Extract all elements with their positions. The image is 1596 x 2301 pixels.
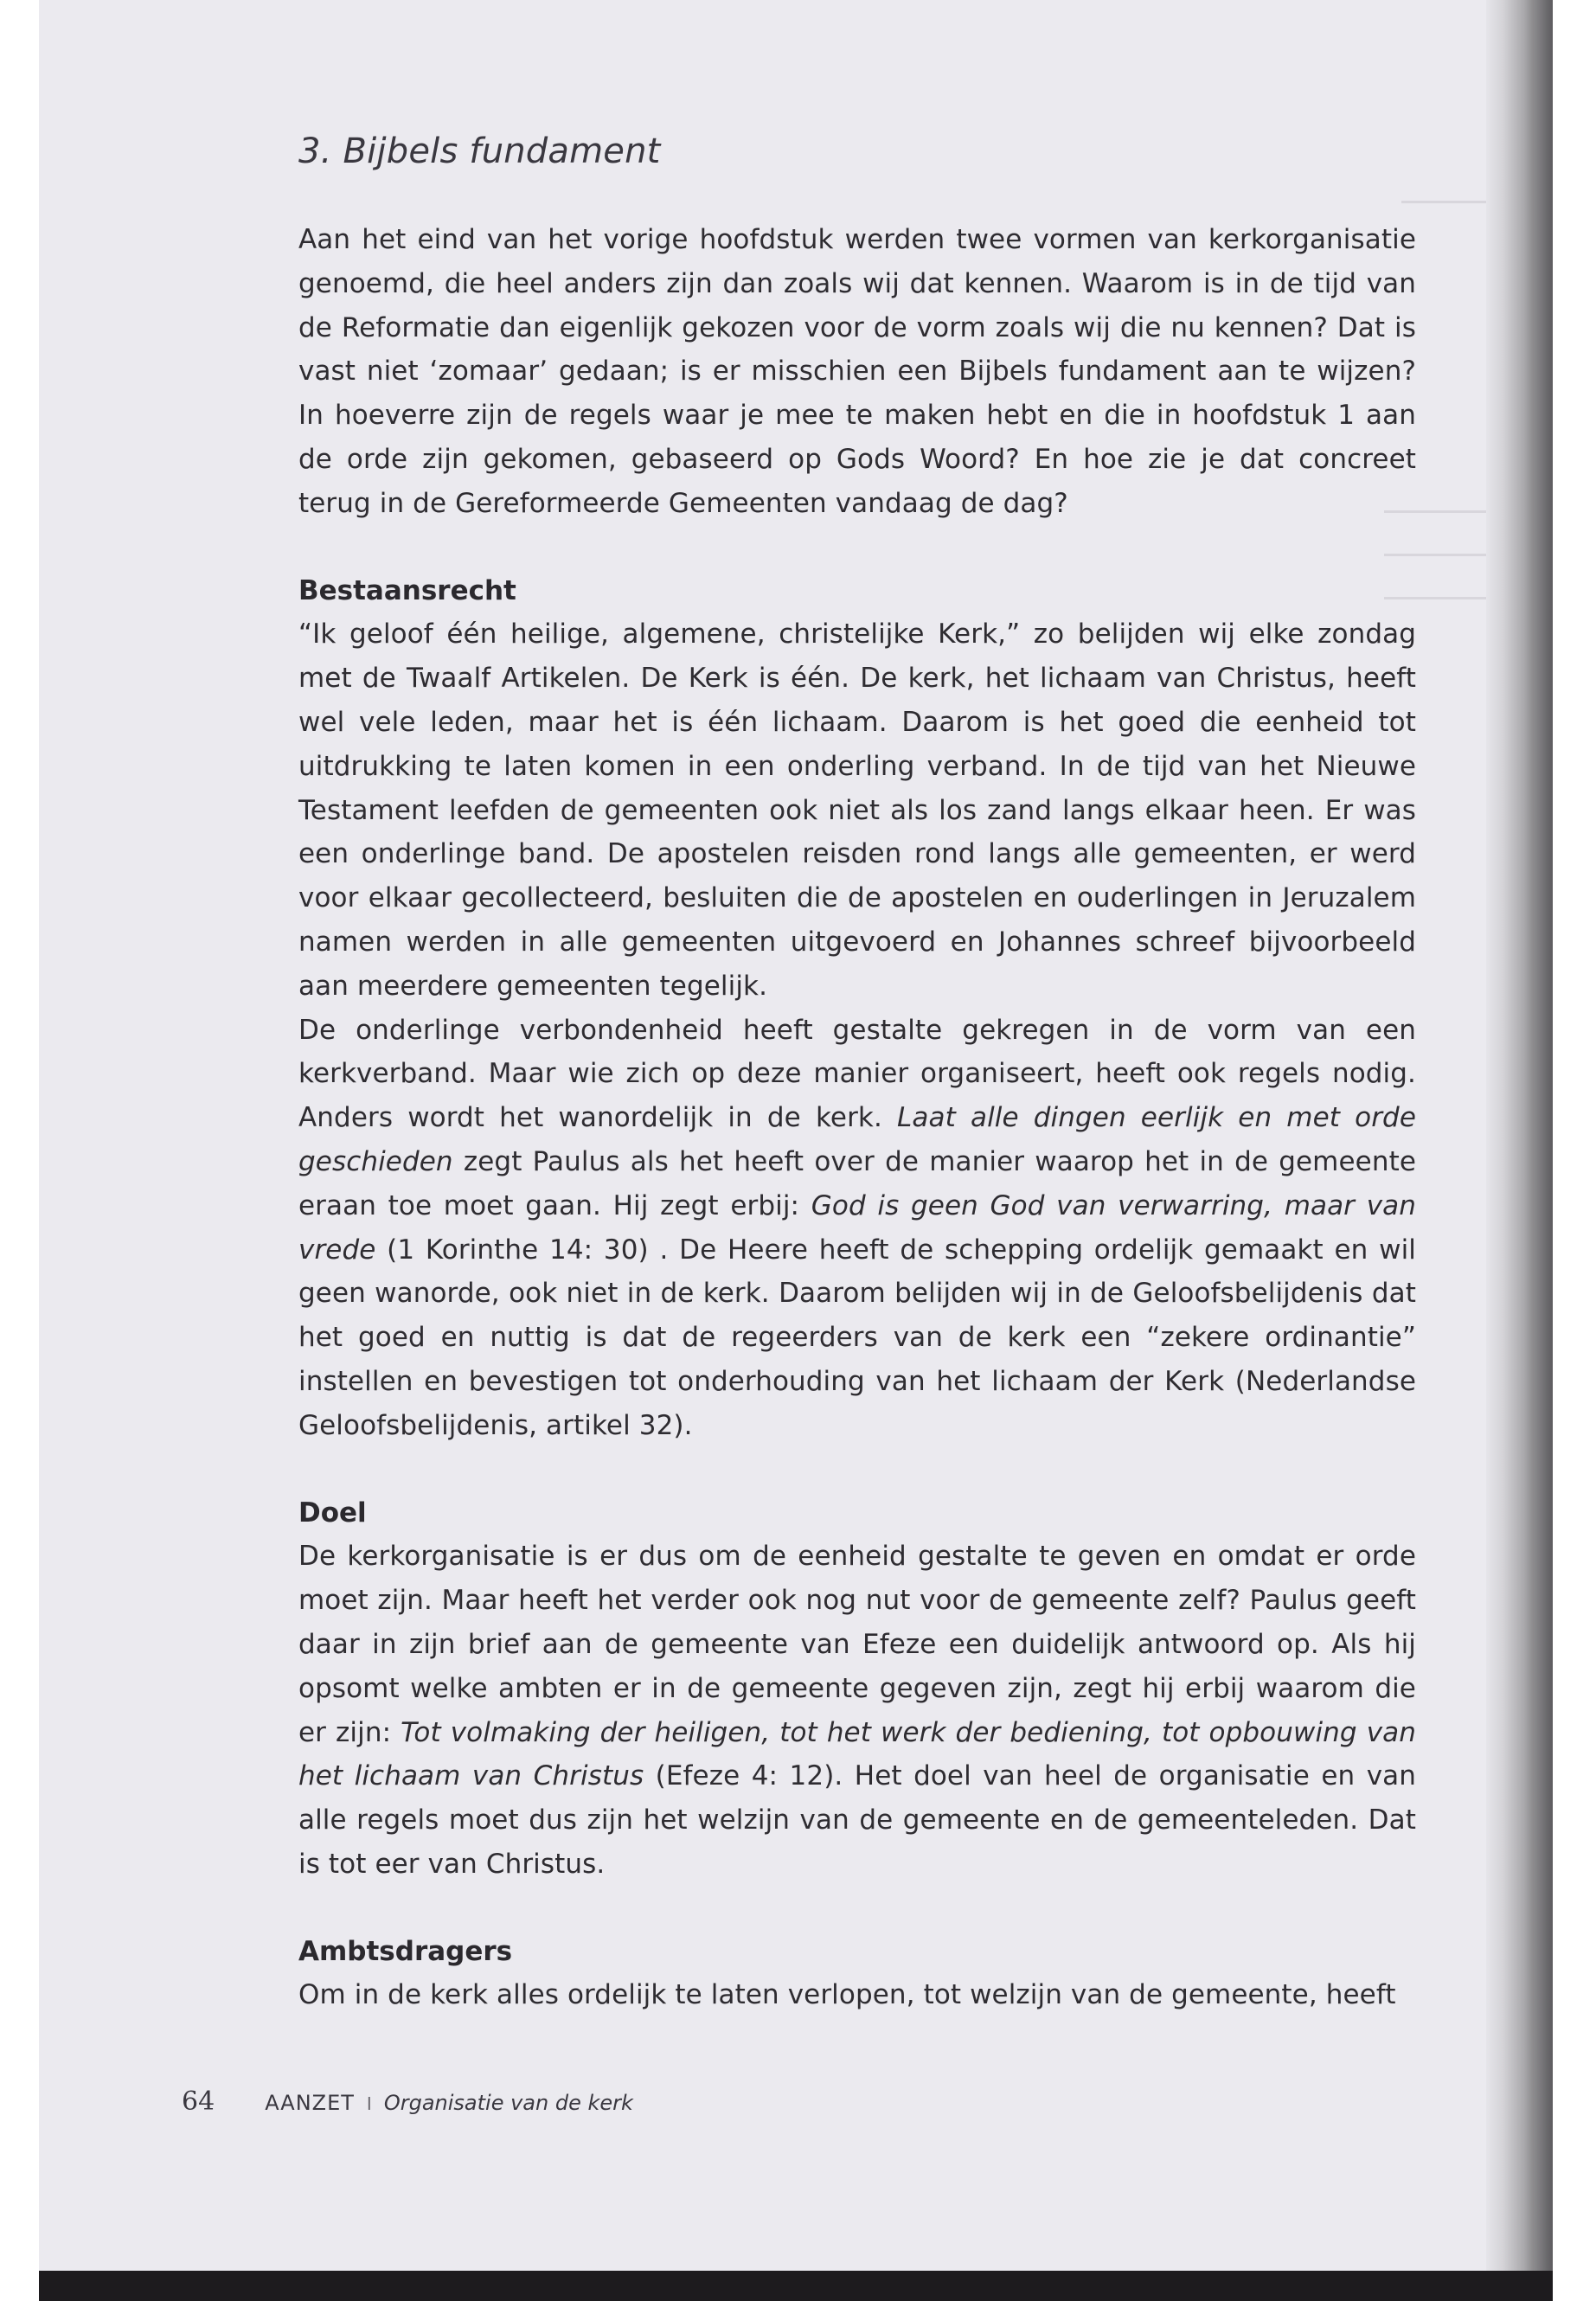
book-title: AANZET <box>265 2091 355 2115</box>
intro-paragraph: Aan het eind van het vorige hoofdstuk werden twee vormen van kerkorganisatie genoemd, die heel anders zijn dan zoals wij dat kennen. Waarom is in de tijd van de Reformatie dan eigenlijk gekozen voor de vorm zoals wij die nu kennen? Dat is vast niet ‘zomaar’ gedaan; is er misschien een Bijbels fundament aan te wijzen? In hoeverre zijn de regels waar je mee te maken hebt en die in hoofdstuk 1 aan de orde zijn gekomen, gebaseerd op Gods Woord? En hoe zie je dat concreet terug in de Gereformeerde Gemeenten vandaag de dag? <box>298 224 1416 519</box>
ambtsdragers-paragraph: Om in de kerk alles ordelijk te laten verlopen, tot welzijn van de gemeente, heeft <box>298 1979 1396 2011</box>
running-chapter-name: Organisatie van de kerk <box>383 2091 633 2115</box>
text-run: (Efeze 4: 12). Het doel van heel de organisatie en van alle regels moet dus zijn het welzijn van de gemeente en de gemeenteleden. Dat is tot eer van Christus. <box>298 1760 1416 1880</box>
binding-edge <box>1534 0 1553 2271</box>
section-heading-doel: Doel <box>298 1497 367 1529</box>
bestaansrecht-paragraph-1: “Ik geloof één heilige, algemene, christelijke Kerk,” zo belijden wij elke zondag met de Twaalf Artikelen. De Kerk is één. De kerk, het lichaam van Christus, heeft wel vele leden, maar het is één lichaam. Daarom is het goed die eenheid tot uitdrukking te laten komen in een onderling verband. In de tijd van het Nieuwe Testament leefden de gemeenten ook niet als los zand langs elkaar heen. Er was een onderlinge band. De apostelen reisden rond langs alle gemeenten, er werd voor elkaar gecollecteerd, besluiten die de apostelen en ouderlingen in Jeruzalem namen werden in alle gemeenten uitgevoerd en Johannes schreef bijvoorbeeld aan meerdere gemeenten tegelijk. <box>298 619 1416 1002</box>
chapter-title: 3. Bijbels fundament <box>298 131 661 171</box>
page-footer <box>182 2086 633 2130</box>
bestaansrecht-paragraph-2 <box>298 1009 1416 1448</box>
text-run: zegt Paulus als het heeft over de manier waarop het in de gemeente eraan toe moet gaan. Hij zegt erbij: <box>298 1145 1416 1221</box>
binding-shadow <box>1486 0 1534 2271</box>
text-run: De onderlinge verbondenheid heeft gestalte gekregen in de vorm van een kerkverband. Maar wie zich op deze manier organiseert, heeft ook regels nodig. Anders wordt het wanordelijk in de kerk. <box>298 1014 1416 1134</box>
page-number: 64 <box>182 2086 215 2117</box>
scripture-quote: God is geen God van verwarring, maar van vrede <box>298 1189 1416 1266</box>
section-heading-bestaansrecht: Bestaansrecht <box>298 574 516 606</box>
section-heading-ambtsdragers: Ambtsdragers <box>298 1935 513 1967</box>
text-run: De kerkorganisatie is er dus om de eenheid gestalte te geven en omdat er orde moet zijn. Maar heeft het verder ook nog nut voor de gemeente zelf? Paulus geeft daar in zijn brief aan de gemeente van Efeze een duidelijk antwoord op. Als hij opsomt welke ambten er in de gemeente gegeven zijn, zegt hij erbij waarom die er zijn: <box>298 1541 1416 1748</box>
text-run: (1 Korinthe 14: 30) . De Heere heeft de schepping ordelijk gemaakt en wil geen wanorde, ook niet in de kerk. Daarom belijden wij in de Geloofsbelijdenis dat het goed en nuttig is dat de regeerders van de kerk een “zekere ordinantie” instellen en bevestigen tot onderhouding van het lichaam der Kerk (Nederlandse Geloofsbelijdenis, artikel 32). <box>298 1234 1416 1441</box>
doel-paragraph <box>298 1535 1416 1886</box>
scripture-quote: Laat alle dingen eerlijk en met orde geschieden <box>298 1102 1416 1177</box>
scan-bottom-edge <box>39 2271 1553 2301</box>
scripture-quote: Tot volmaking der heiligen, tot het werk der bediening, tot opbouwing van het lichaam van Christus <box>298 1716 1417 1792</box>
page-content <box>298 130 1416 2017</box>
footer-separator: I <box>366 2093 372 2114</box>
